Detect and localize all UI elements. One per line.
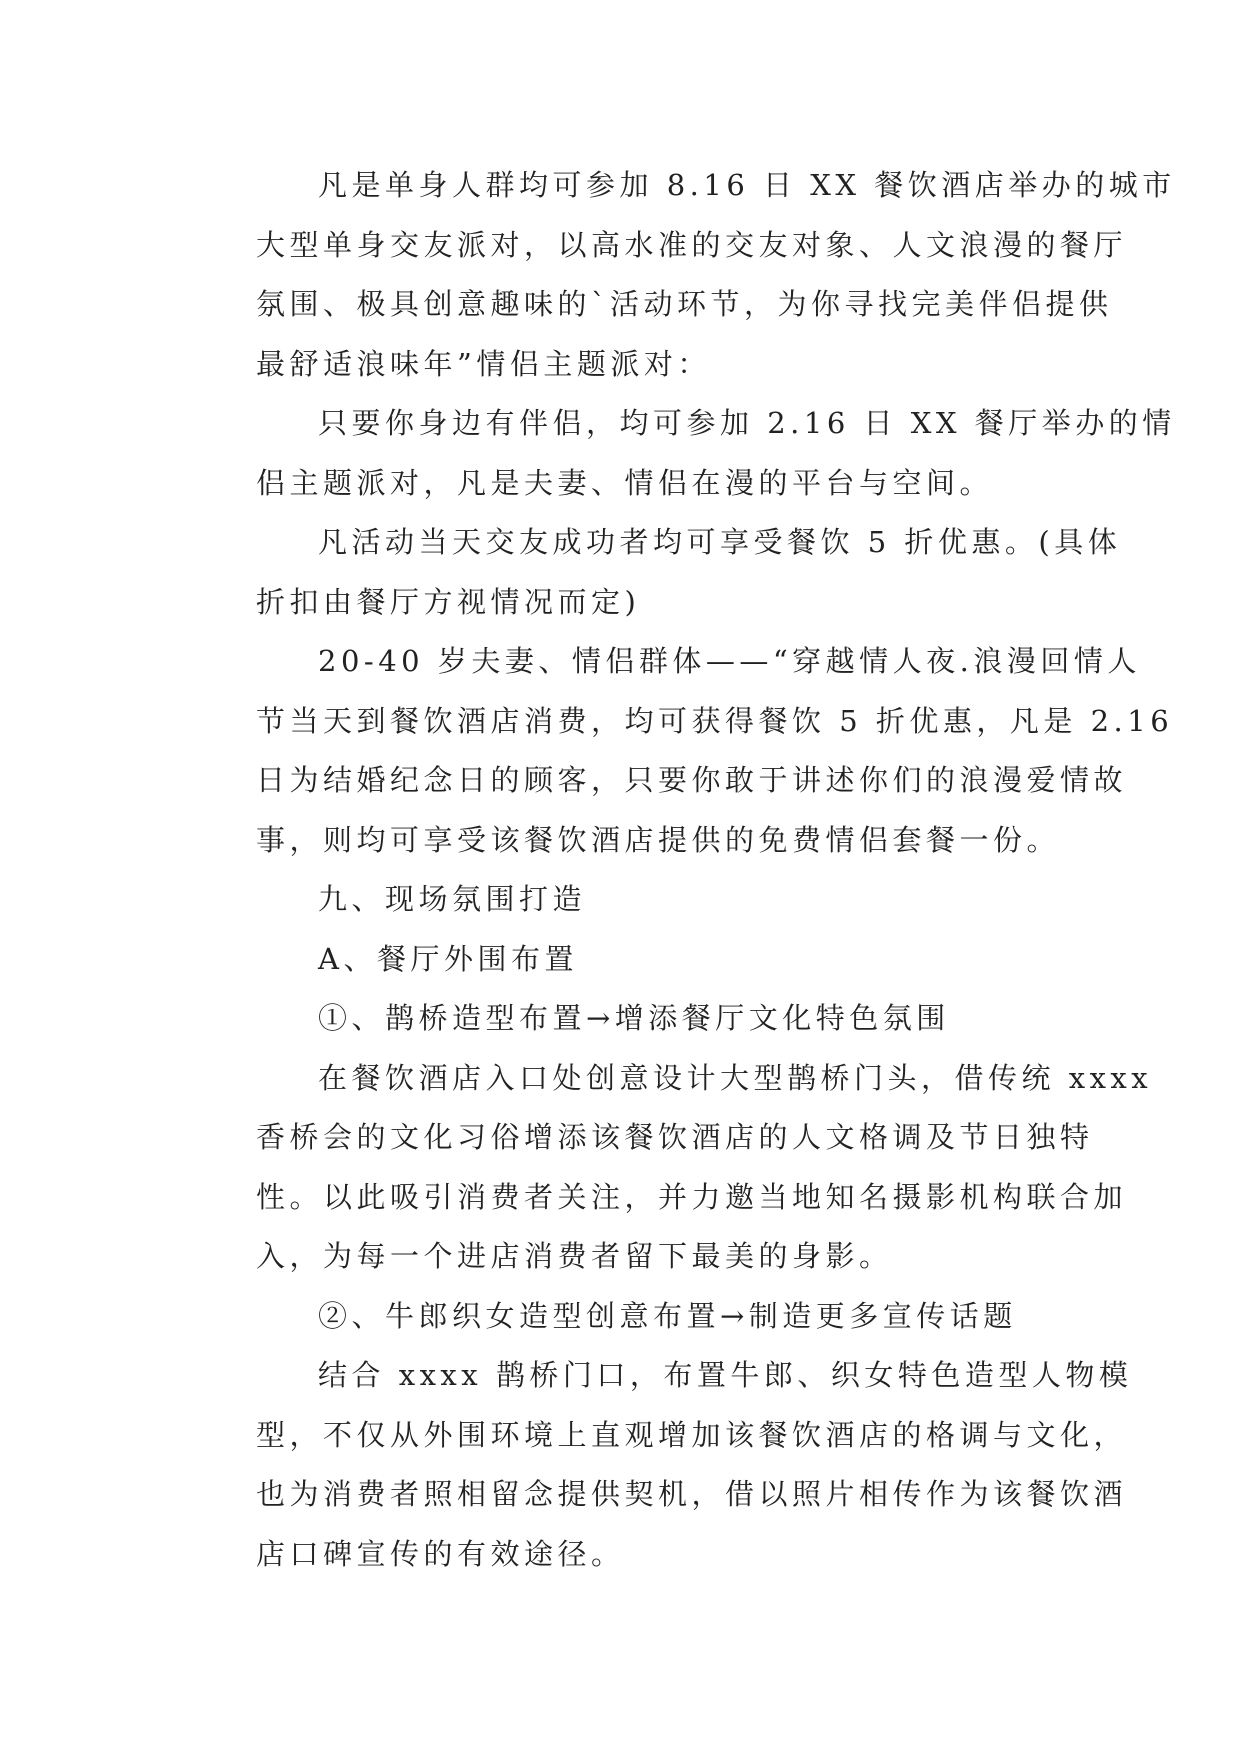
text-line: 最舒适浪味年”情侣主题派对： [256, 346, 711, 381]
paragraph-discount [194, 513, 1122, 632]
text-line: 20-40 岁夫妻、情侣群体——“穿越情人夜.浪漫回情人 [318, 644, 1141, 678]
text-line: 性。以此吸引消费者关注，并力邀当地知名摄影机构联合加 [256, 1179, 1128, 1214]
text-line: 日为结婚纪念日的顾客，只要你敢于讲述你们的浪漫爱情故 [256, 763, 1128, 797]
text-line: ①、鹊桥造型布置→增添餐厅文化特色氛围 [318, 1001, 950, 1035]
text-line: 店口碑宣传的有效途径。 [256, 1536, 625, 1571]
paragraph-magpie-bridge [194, 1049, 1153, 1287]
text-line: 香桥会的文化习俗增添该餐饮酒店的人文格调及节日独特 [256, 1120, 1094, 1154]
text-line: 九、现场氛围打造 [318, 882, 587, 916]
text-line: 结合 xxxx 鹊桥门口，布置牛郎、织女特色造型人物模 [318, 1358, 1133, 1392]
text-line: 凡活动当天交友成功者均可享受餐饮 5 折优惠。(具体 [318, 525, 1122, 559]
text-line: ②、牛郎织女造型创意布置→制造更多宣传话题 [318, 1298, 1017, 1333]
text-line: 事，则均可享受该餐饮酒店提供的免费情侣套餐一份。 [256, 822, 1061, 857]
text-line: 在餐饮酒店入口处创意设计大型鹊桥门头，借传统 xxxx [318, 1060, 1153, 1095]
text-line: 侣主题派对，凡是夫妻、情侣在漫的平台与空间。 [256, 465, 994, 500]
text-line: 大型单身交友派对，以高水准的交友对象、人文浪漫的餐厅 [256, 227, 1128, 262]
paragraph-couples-party [194, 394, 1176, 513]
document-body [194, 156, 1176, 1584]
text-line: A、餐厅外围布置 [318, 941, 578, 976]
text-line: 也为消费者照相留念提供契机，借以照片相传作为该餐饮酒 [256, 1477, 1128, 1511]
paragraph-singles-party [194, 156, 1176, 394]
text-line: 节当天到餐饮酒店消费，均可获得餐饮 5 折优惠，凡是 2.16 [256, 703, 1174, 738]
subsection-heading-exterior [194, 930, 1052, 990]
text-line: 入，为每一个进店消费者留下最美的身影。 [256, 1239, 893, 1273]
text-line: 氛围、极具创意趣味的`活动环节，为你寻找完美伴侣提供 [256, 287, 1113, 321]
section-heading-atmosphere [194, 870, 1052, 930]
item-heading-cowherd-weaver [194, 1287, 1052, 1347]
paragraph-cowherd-weaver [194, 1346, 1133, 1584]
item-heading-magpie-bridge [194, 989, 1052, 1049]
text-line: 只要你身边有伴侣，均可参加 2.16 日 XX 餐厅举办的情 [318, 406, 1176, 440]
text-line: 折扣由餐厅方视情况而定) [256, 584, 641, 619]
text-line: 型，不仅从外围环境上直观增加该餐饮酒店的格调与文化， [256, 1417, 1128, 1452]
paragraph-couples-group [194, 632, 1174, 870]
text-line: 凡是单身人群均可参加 8.16 日 XX 餐饮酒店举办的城市 [318, 168, 1176, 202]
